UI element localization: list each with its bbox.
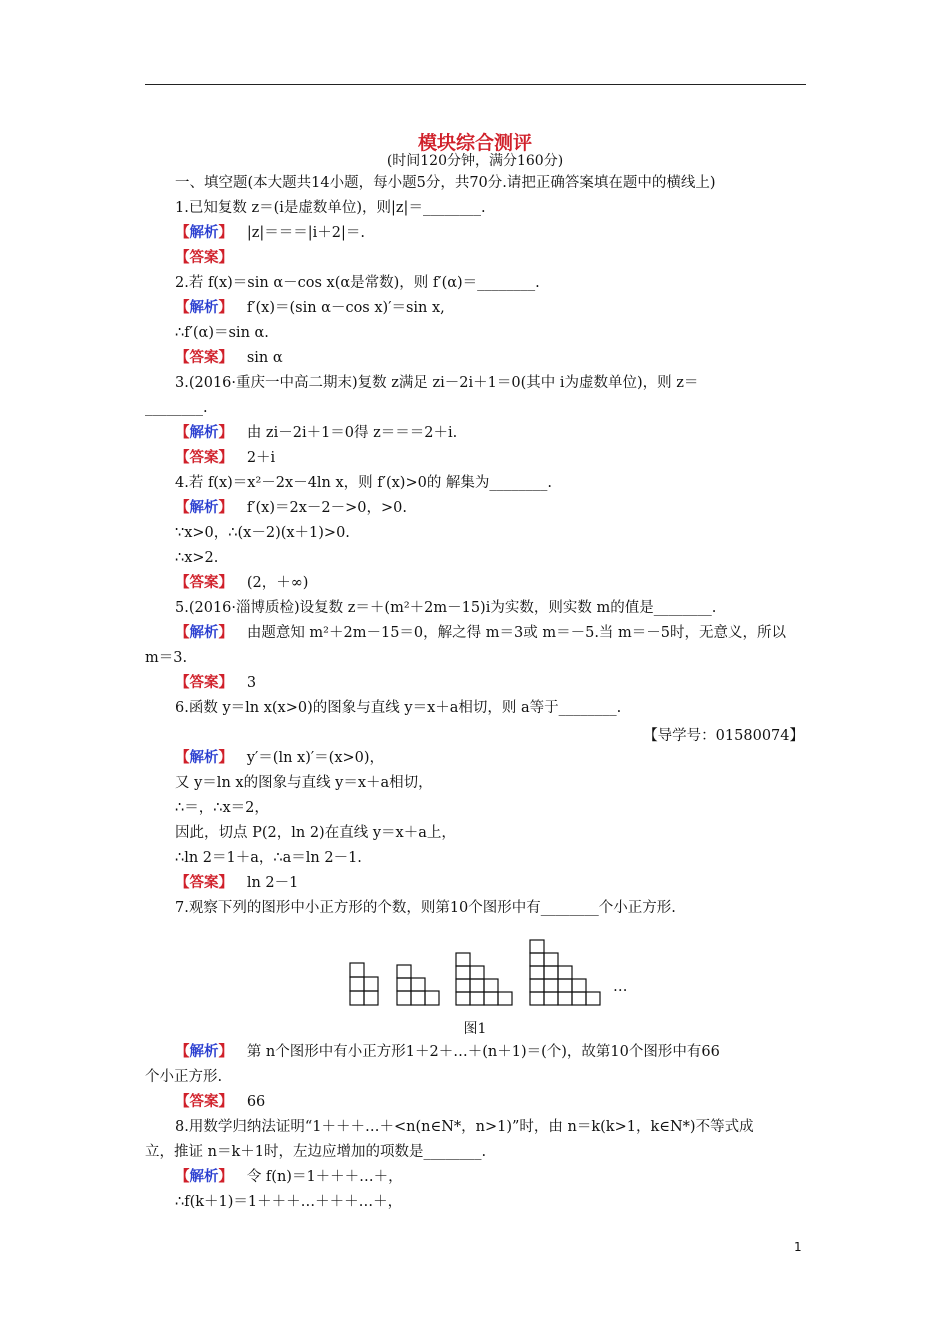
question-8: 8.用数学归纳法证明“1＋＋＋…＋<n(n∈N*，n>1)”时，由 n＝k(k>1，k∈N*)不等式成 xyxy=(175,1119,754,1135)
question-8-cont: 立，推证 n＝k＋1时，左边应增加的项数是________. xyxy=(145,1144,487,1160)
analysis-4-line3: ∴x>2. xyxy=(175,550,219,566)
question-6: 6.函数 y＝ln x(x>0)的图象与直线 y＝x＋a相切，则 a等于________. xyxy=(175,700,622,716)
answer-5: 【答案】 3 xyxy=(175,674,257,691)
analysis-2-line: ∴f′(α)＝sin α. xyxy=(175,325,269,341)
analysis-4: 【解析】 f′(x)＝2x－2－>0，>0. xyxy=(175,499,407,516)
question-1: 1.已知复数 z＝(i是虚数单位)，则|z|＝________. xyxy=(175,200,486,216)
analysis-6: 【解析】 y′＝(ln x)′＝(x>0)， xyxy=(175,749,385,766)
analysis-2: 【解析】 f′(x)＝(sin α－cos x)′＝sin x, xyxy=(175,299,445,316)
analysis-8: 【解析】 令 f(n)＝1＋＋＋…＋， xyxy=(175,1168,403,1185)
guide-number: 【导学号：01580074】 xyxy=(643,728,804,744)
analysis-6-line3: ∴＝，∴x＝2， xyxy=(175,800,269,816)
answer-3: 【答案】 2＋i xyxy=(175,449,276,466)
page-title: 模块综合测评 xyxy=(417,132,532,154)
question-4: 4.若 f(x)＝x²－2x－4ln x，则 f′(x)>0的 解集为________. xyxy=(175,475,553,491)
analysis-5: 【解析】 由题意知 m²＋2m－15＝0，解之得 m＝3或 m＝－5.当 m＝－5时，无意义，所以 xyxy=(175,624,787,641)
question-7: 7.观察下列的图形中小正方形的个数，则第10个图形中有________个小正方形. xyxy=(175,900,676,916)
analysis-6-line2: 又 y＝ln x的图象与直线 y＝x＋a相切， xyxy=(175,775,433,791)
analysis-7-line2: 个小正方形. xyxy=(145,1069,223,1085)
analysis-5-line2: m＝3. xyxy=(145,650,188,666)
answer-6: 【答案】 ln 2－1 xyxy=(175,874,299,891)
section-heading: 一、填空题(本大题共14小题，每小题5分，共70分.请把正确答案填在题中的横线上) xyxy=(175,175,716,191)
answer-2: 【答案】 sin α xyxy=(175,349,283,366)
page-subtitle: (时间120分钟，满分160分) xyxy=(386,153,564,169)
question-3-cont: ________. xyxy=(145,400,208,416)
analysis-7: 【解析】 第 n个图形中有小正方形1＋2＋…＋(n＋1)＝(个)，故第10个图形中有66 xyxy=(175,1043,720,1060)
analysis-3: 【解析】 由 zi－2i＋1＝0得 z＝＝＝2＋i. xyxy=(175,424,458,441)
analysis-8-line2: ∴f(k＋1)＝1＋＋＋…＋＋＋…＋， xyxy=(175,1194,403,1210)
question-5: 5.(2016·淄博质检)设复数 z＝＋(m²＋2m－15)i为实数，则实数 m的值是________. xyxy=(175,600,717,616)
answer-7: 【答案】 66 xyxy=(175,1093,266,1110)
analysis-6-line5: ∴ln 2＝1＋a，∴a＝ln 2－1. xyxy=(175,850,362,866)
question-2: 2.若 f(x)＝sin α－cos x(α是常数)，则 f′(α)＝________. xyxy=(175,275,540,291)
analysis-6-line4: 因此，切点 P(2，ln 2)在直线 y＝x＋a上， xyxy=(175,825,456,841)
figure-caption: 图1 xyxy=(463,1021,487,1037)
analysis-4-line2: ∵x>0，∴(x－2)(x＋1)>0. xyxy=(175,525,350,541)
page-number: 1 xyxy=(794,1240,802,1254)
figure-ellipsis: … xyxy=(613,979,628,995)
answer-4: 【答案】 (2，＋∞) xyxy=(175,574,309,591)
answer-1: 【答案】 xyxy=(175,249,233,266)
analysis-1: 【解析】 |z|＝＝＝|i＋2|＝. xyxy=(175,224,365,241)
question-3: 3.(2016·重庆一中高二期末)复数 z满足 zi－2i＋1＝0(其中 i为虚数单位)，则 z＝ xyxy=(175,375,699,391)
